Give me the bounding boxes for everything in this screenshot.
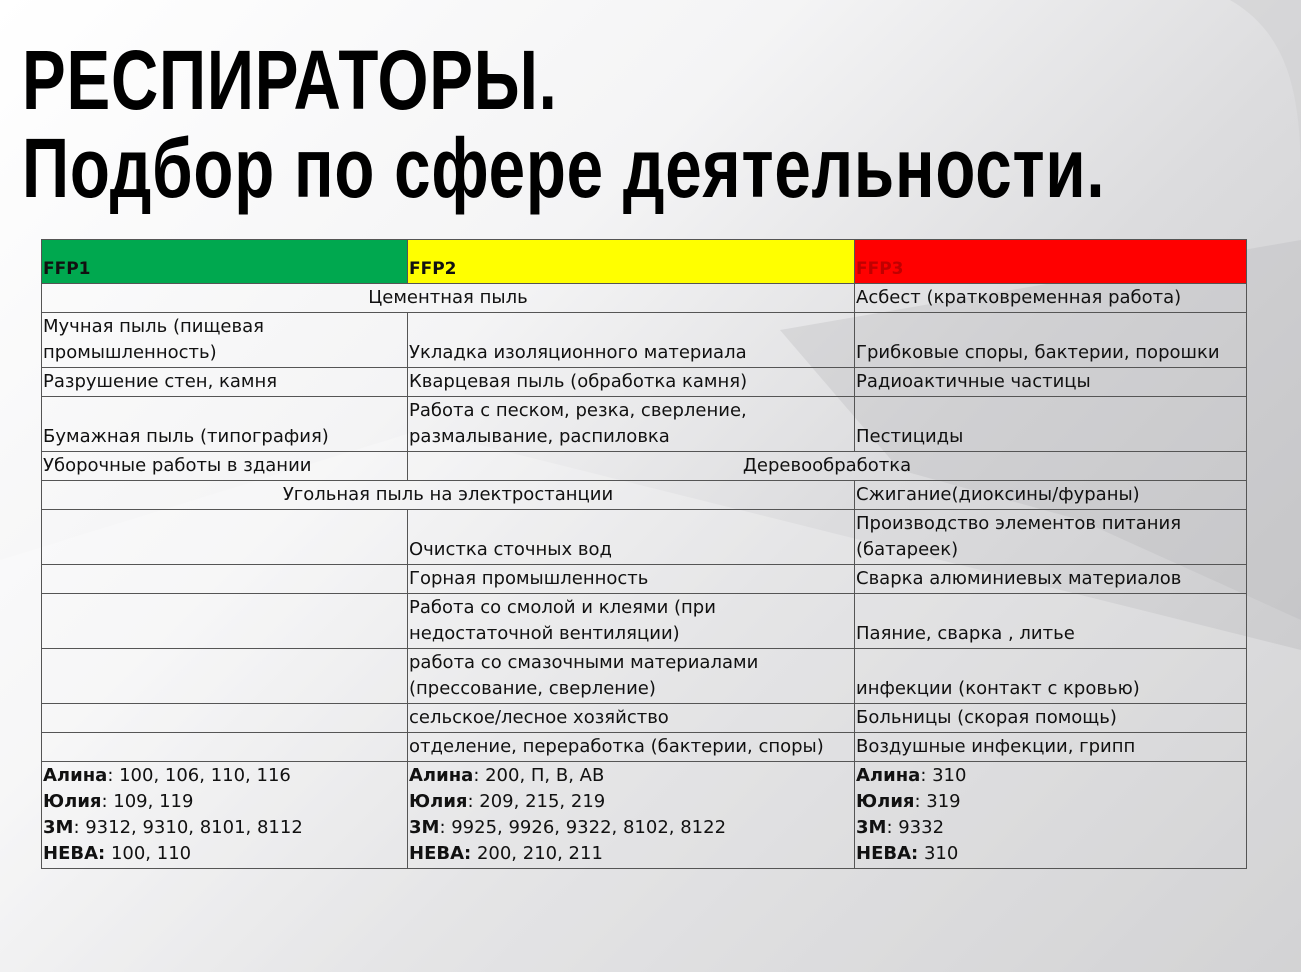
table-cell: Сварка алюминиевых материалов: [855, 565, 1247, 594]
brand-label: НЕВА:: [409, 843, 472, 864]
table-cell: [42, 565, 408, 594]
table-cell: Уборочные работы в здании: [42, 452, 408, 481]
table-row: [42, 704, 1247, 733]
brand-label: НЕВА:: [856, 843, 919, 864]
models-row: [42, 762, 1247, 869]
brand-label: НЕВА:: [43, 843, 106, 864]
brand-label: 3M: [856, 817, 887, 838]
table-cell: сельское/лесное хозяйство: [408, 704, 855, 733]
respirator-table: [41, 239, 1247, 869]
table-row: [42, 284, 1247, 313]
model-list: : 310: [920, 765, 967, 786]
model-list: : 109, 119: [101, 791, 194, 812]
table-cell: отделение, переработка (бактерии, споры): [408, 733, 855, 762]
ffp2-models: [408, 762, 855, 869]
table-cell: [42, 594, 408, 649]
table-cell: Угольная пыль на электростанции: [42, 481, 855, 510]
header-ffp2: FFP2: [408, 240, 855, 284]
model-list: 200, 210, 211: [471, 843, 603, 864]
table-cell: Очистка сточных вод: [408, 510, 855, 565]
table-cell: Бумажная пыль (типография): [42, 397, 408, 452]
model-list: : 319: [914, 791, 961, 812]
table-cell: Радиоактичные частицы: [855, 368, 1247, 397]
model-list: : 9925, 9926, 9322, 8102, 8122: [439, 817, 727, 838]
table-cell: Работа со смолой и клеями (при недостаточной вентиляции): [408, 594, 855, 649]
table-cell: Грибковые споры, бактерии, порошки: [855, 313, 1247, 368]
table-cell: [42, 733, 408, 762]
table-cell: Паяние, сварка , литье: [855, 594, 1247, 649]
table-cell: Воздушные инфекции, грипп: [855, 733, 1247, 762]
brand-label: Юлия: [856, 791, 915, 812]
table-cell: Пестициды: [855, 397, 1247, 452]
header-row: [42, 240, 1247, 284]
table-cell: Работа с песком, резка, сверление, размалывание, распиловка: [408, 397, 855, 452]
table-cell: Мучная пыль (пищевая промышленность): [42, 313, 408, 368]
model-list: : 100, 106, 110, 116: [107, 765, 291, 786]
table-row: [42, 510, 1247, 565]
table-cell: Кварцевая пыль (обработка камня): [408, 368, 855, 397]
brand-label: Юлия: [409, 791, 468, 812]
table-cell: Деревообработка: [408, 452, 1247, 481]
table-row: [42, 733, 1247, 762]
model-list: : 9312, 9310, 8101, 8112: [73, 817, 303, 838]
table-cell: Цементная пыль: [42, 284, 855, 313]
brand-label: 3M: [43, 817, 74, 838]
brand-label: Алина: [409, 765, 474, 786]
model-list: 310: [918, 843, 959, 864]
title-line-1: РЕСПИРАТОРЫ.: [22, 33, 558, 127]
table-row: [42, 397, 1247, 452]
table-row: [42, 649, 1247, 704]
table-cell: Производство элементов питания (батареек): [855, 510, 1247, 565]
table-row: [42, 481, 1247, 510]
page-title: [22, 33, 1106, 215]
table-row: [42, 565, 1247, 594]
header-ffp3: FFP3: [855, 240, 1247, 284]
ffp3-models: [855, 762, 1247, 869]
table-cell: работа со смазочными материалами (прессование, сверление): [408, 649, 855, 704]
table-cell: Больницы (скорая помощь): [855, 704, 1247, 733]
brand-label: Юлия: [43, 791, 102, 812]
model-list: : 200, П, В, АВ: [473, 765, 605, 786]
table-row: [42, 313, 1247, 368]
ffp1-models: [42, 762, 408, 869]
table-cell: [42, 510, 408, 565]
header-ffp1: FFP1: [42, 240, 408, 284]
table-cell: Разрушение стен, камня: [42, 368, 408, 397]
table-cell: инфекции (контакт с кровью): [855, 649, 1247, 704]
brand-label: Алина: [43, 765, 108, 786]
table-row: [42, 452, 1247, 481]
table-row: [42, 368, 1247, 397]
table-row: [42, 594, 1247, 649]
table-cell: [42, 649, 408, 704]
table-cell: Сжигание(диоксины/фураны): [855, 481, 1247, 510]
model-list: : 209, 215, 219: [467, 791, 606, 812]
brand-label: Алина: [856, 765, 921, 786]
model-list: 100, 110: [105, 843, 192, 864]
title-line-2: Подбор по сфере деятельности.: [22, 121, 1106, 215]
table-cell: [42, 704, 408, 733]
table-cell: Асбест (кратковременная работа): [855, 284, 1247, 313]
model-list: : 9332: [886, 817, 945, 838]
table-cell: Укладка изоляционного материала: [408, 313, 855, 368]
brand-label: 3M: [409, 817, 440, 838]
table-cell: Горная промышленность: [408, 565, 855, 594]
